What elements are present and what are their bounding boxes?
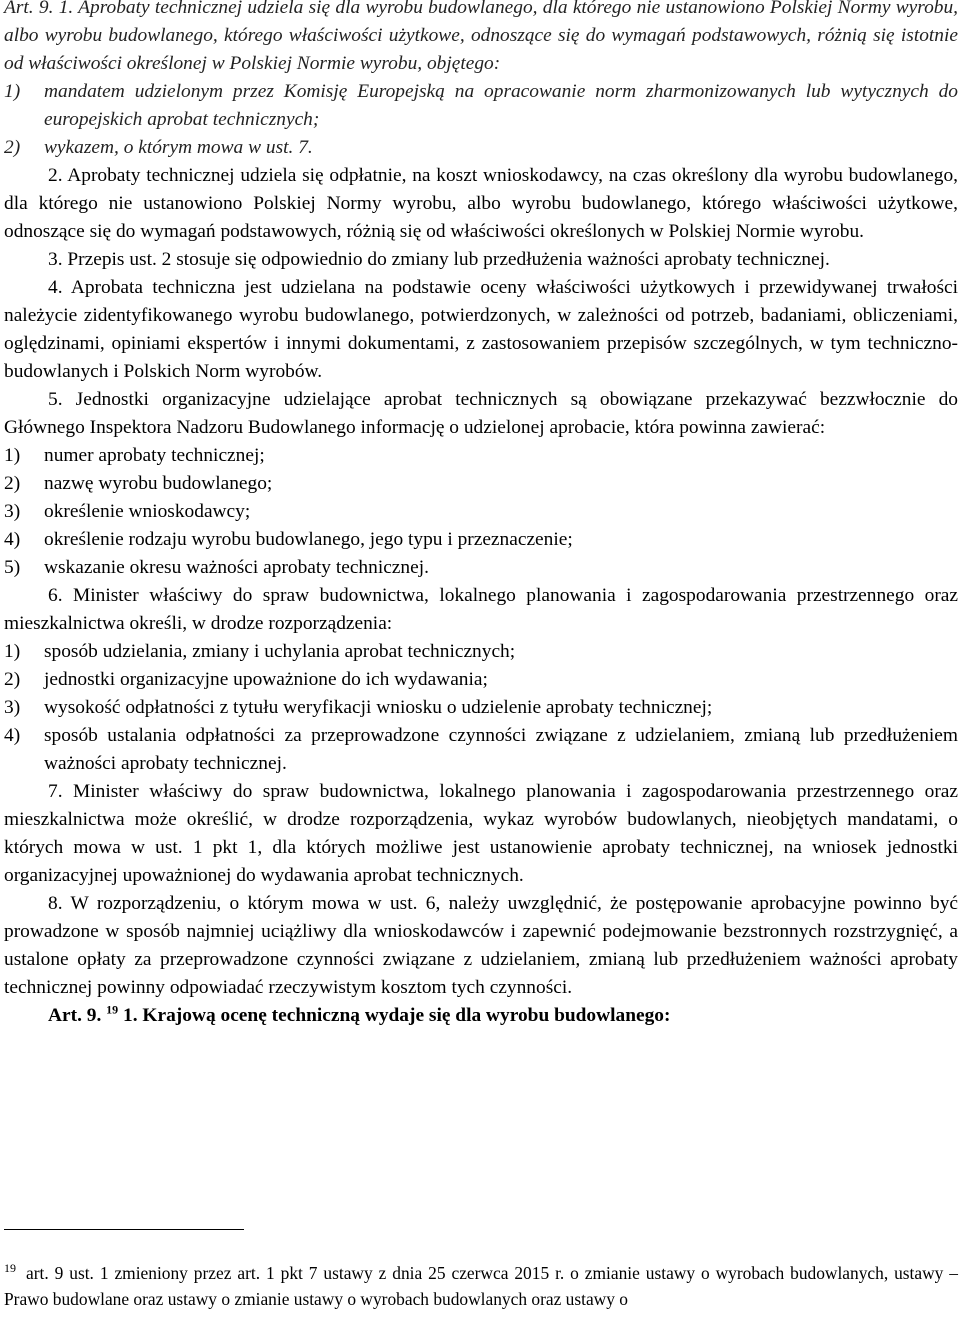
list-text: sposób udzielania, zmiany i uchylania aprobat technicznych; [44,641,516,662]
list-text: określenie rodzaju wyrobu budowlanego, jego typu i przeznaczenie; [44,529,573,550]
list-number: 3) [4,501,21,522]
art9-paragraph-5: 5. Jednostki organizacyjne udzielające aprobat technicznych są obowiązane przekazywać bezzwłocznie do Głównego Inspektora Nadzoru Budowlanego informację o udzielonej aprobacie, która powinna zawierać: [4,389,958,438]
art9-paragraph-7: 7. Minister właściwy do spraw budownictwa, lokalnego planowania i zagospodarowania przestrzennego oraz mieszkalnictwa może określić, w drodze rozporządzenia, wykaz wyrobów budowlanych, nieobjętych mandatami, o których mowa w ust. 1 pkt 1, dla których możliwe jest ustanowienie aprobaty technicznej, na wniosek jednostki organizacyjnej upoważnionej do wydawania aprobat technicznych. [4,781,958,886]
footnote [4,1260,958,1312]
footnote-reference[interactable]: 19 [106,1002,119,1017]
list-number: 4) [4,529,21,550]
art9-p5-item-3 [4,498,958,526]
list-text: określenie wnioskodawcy; [44,501,251,522]
art9-paragraph-8: 8. W rozporządzeniu, o którym mowa w ust. 6, należy uwzględnić, że postępowanie aprobacyjne powinno być prowadzone w sposób najmniej uciążliwy dla wnioskodawców i zapewnić podejmowanie bezstronnych rozstrzygnięć, a ustalone opłaty za przeprowadzone czynności związane z udzielaniem, zmianą lub przedłużeniem ważności aprobaty technicznej powinny odpowiadać rzeczywistym kosztom tych czynności. [4,893,958,998]
art9-p6-item-4 [4,722,958,778]
list-text: wskazanie okresu ważności aprobaty technicznej. [44,557,429,578]
art9-p6-item-1 [4,638,958,666]
list-text: wykazem, o którym mowa w ust. 7. [44,137,313,158]
art9-paragraph-6: 6. Minister właściwy do spraw budownictwa, lokalnego planowania i zagospodarowania przestrzennego oraz mieszkalnictwa określi, w drodze rozporządzenia: [4,585,958,634]
list-text: wysokość odpłatności z tytułu weryfikacji wniosku o udzielenie aprobaty technicznej; [44,697,713,718]
article-heading [48,1002,958,1030]
list-number: 4) [4,725,21,746]
list-text: mandatem udzielonym przez Komisję Europejską na opracowanie norm zharmonizowanych lub wytycznych do europejskich aprobat technicznych; [44,81,958,130]
list-number: 3) [4,697,21,718]
art9-p1-item-1 [4,78,958,134]
list-number: 1) [4,81,21,102]
list-number: 1) [4,445,21,466]
art9-p1-item-2 [4,134,958,162]
art9-paragraph-2: 2. Aprobaty technicznej udziela się odpłatnie, na koszt wnioskodawcy, na czas określony dla wyrobu budowlanego, dla którego nie ustanowiono Polskiej Normy wyrobu, albo wyrobu budowlanego, którego właściwości użytkowe, odnoszące się do wymagań podstawowych, różnią się od właściwości określonych w Polskiej Normie wyrobu. [4,165,958,242]
list-number: 2) [4,669,21,690]
list-number: 2) [4,137,21,158]
article-prefix: Art. 9. [48,1005,102,1026]
footnote-text: art. 9 ust. 1 zmieniony przez art. 1 pkt 7 ustawy z dnia 25 czerwca 2015 r. o zmianie ustawy o wyrobach budowlanych, ustawy – Prawo budowlane oraz ustawy o zmianie ustawy o wyrobach budowlanych oraz ustawy o [4,1263,958,1309]
art9-p5-item-4 [4,526,958,554]
art9-p5-item-5 [4,554,958,582]
art9-p6-item-3 [4,694,958,722]
list-text: sposób ustalania odpłatności za przeprowadzone czynności związane z udzielaniem, zmianą lub przedłużeniem ważności aprobaty technicznej. [44,725,958,774]
art9-paragraph-3: 3. Przepis ust. 2 stosuje się odpowiednio do zmiany lub przedłużenia ważności aprobaty technicznej. [48,249,830,270]
art9-p5-item-2 [4,470,958,498]
art9-p6-item-2 [4,666,958,694]
art9-paragraph-1: Art. 9. 1. Aprobaty technicznej udziela się dla wyrobu budowlanego, dla którego nie ustanowiono Polskiej Normy wyrobu, albo wyrobu budowlanego, którego właściwości użytkowe, odnoszące się do wymagań podstawowych, różnią się istotnie od właściwości określonej w Polskiej Normie wyrobu, objętego: [4,0,958,74]
list-text: jednostki organizacyjne upoważnione do ich wydawania; [44,669,488,690]
art9-paragraph-4: 4. Aprobata techniczna jest udzielana na podstawie oceny właściwości użytkowych i przewidywanej trwałości należycie zidentyfikowanego wyrobu budowlanego, potwierdzonych, w zależności od potrzeb, badaniami, obliczeniami, oględzinami, opiniami ekspertów i innymi dokumentami, z zastosowaniem przepisów szczególnych, w tym techniczno-budowlanych i Polskich Norm wyrobów. [4,277,958,382]
list-number: 5) [4,557,21,578]
list-number: 1) [4,641,21,662]
list-text: numer aprobaty technicznej; [44,445,265,466]
footnote-number: 19 [4,1261,16,1276]
article-heading-text: 1. Krajową ocenę techniczną wydaje się dla wyrobu budowlanego: [123,1005,671,1026]
list-text: nazwę wyrobu budowlanego; [44,473,273,494]
list-number: 2) [4,473,21,494]
art9-p5-item-1 [4,442,958,470]
footnote-divider [4,1229,244,1230]
